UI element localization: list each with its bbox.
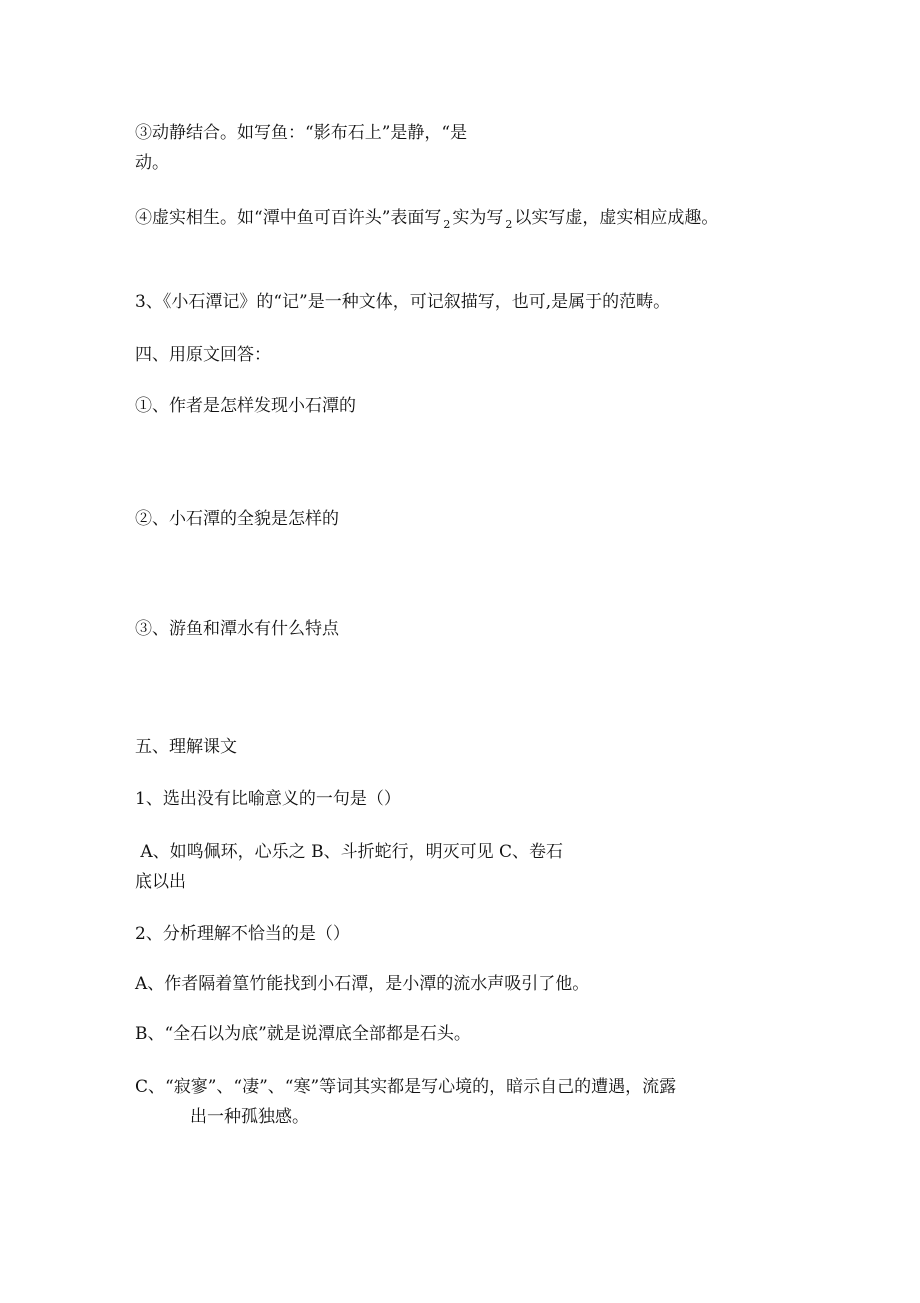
question: ③、游鱼和潭水有什么特点 bbox=[135, 619, 339, 639]
question: 2、分析理解不恰当的是（） bbox=[135, 924, 350, 944]
subscript: 2 bbox=[443, 218, 451, 231]
text-line: 动。 bbox=[135, 153, 169, 173]
option-b: B、“全石以为底”就是说潭底全部都是石头。 bbox=[135, 1024, 471, 1044]
option-c: C、“寂寥”、“凄”、“寒”等词其实都是写心境的，暗示自己的遭遇，流露 bbox=[135, 1077, 677, 1097]
text-span: ④虚实相生。如“潭中鱼可百许头”表面写 bbox=[135, 208, 442, 228]
option-c-continued: 出一种孤独感。 bbox=[190, 1107, 309, 1127]
text-line bbox=[135, 206, 718, 232]
question: ①、作者是怎样发现小石潭的 bbox=[135, 396, 356, 416]
section-heading: 五、理解课文 bbox=[135, 737, 237, 757]
answer-options: A、如鸣佩环，心乐之 B、斗折蛇行，明灭可见 C、卷石 bbox=[135, 842, 563, 862]
section-heading: 四、用原文回答： bbox=[135, 345, 271, 365]
text-line: ③动静结合。如写鱼：“影布石上”是静，“是 bbox=[135, 123, 468, 143]
option-a: A、作者隔着篁竹能找到小石潭，是小潭的流水声吸引了他。 bbox=[135, 974, 590, 994]
answer-options: 底以出 bbox=[135, 872, 186, 892]
text-span: 以实写虚，虚实相应成趣。 bbox=[514, 208, 719, 228]
text-line: 3、《小石潭记》的“记”是一种文体，可记叙描写，也可,是属于的范畴。 bbox=[135, 292, 671, 312]
text-span: 实为写 bbox=[452, 208, 504, 228]
subscript: 2 bbox=[505, 218, 513, 231]
question: ②、小石潭的全貌是怎样的 bbox=[135, 509, 339, 529]
question: 1、选出没有比喻意义的一句是（） bbox=[135, 789, 401, 809]
